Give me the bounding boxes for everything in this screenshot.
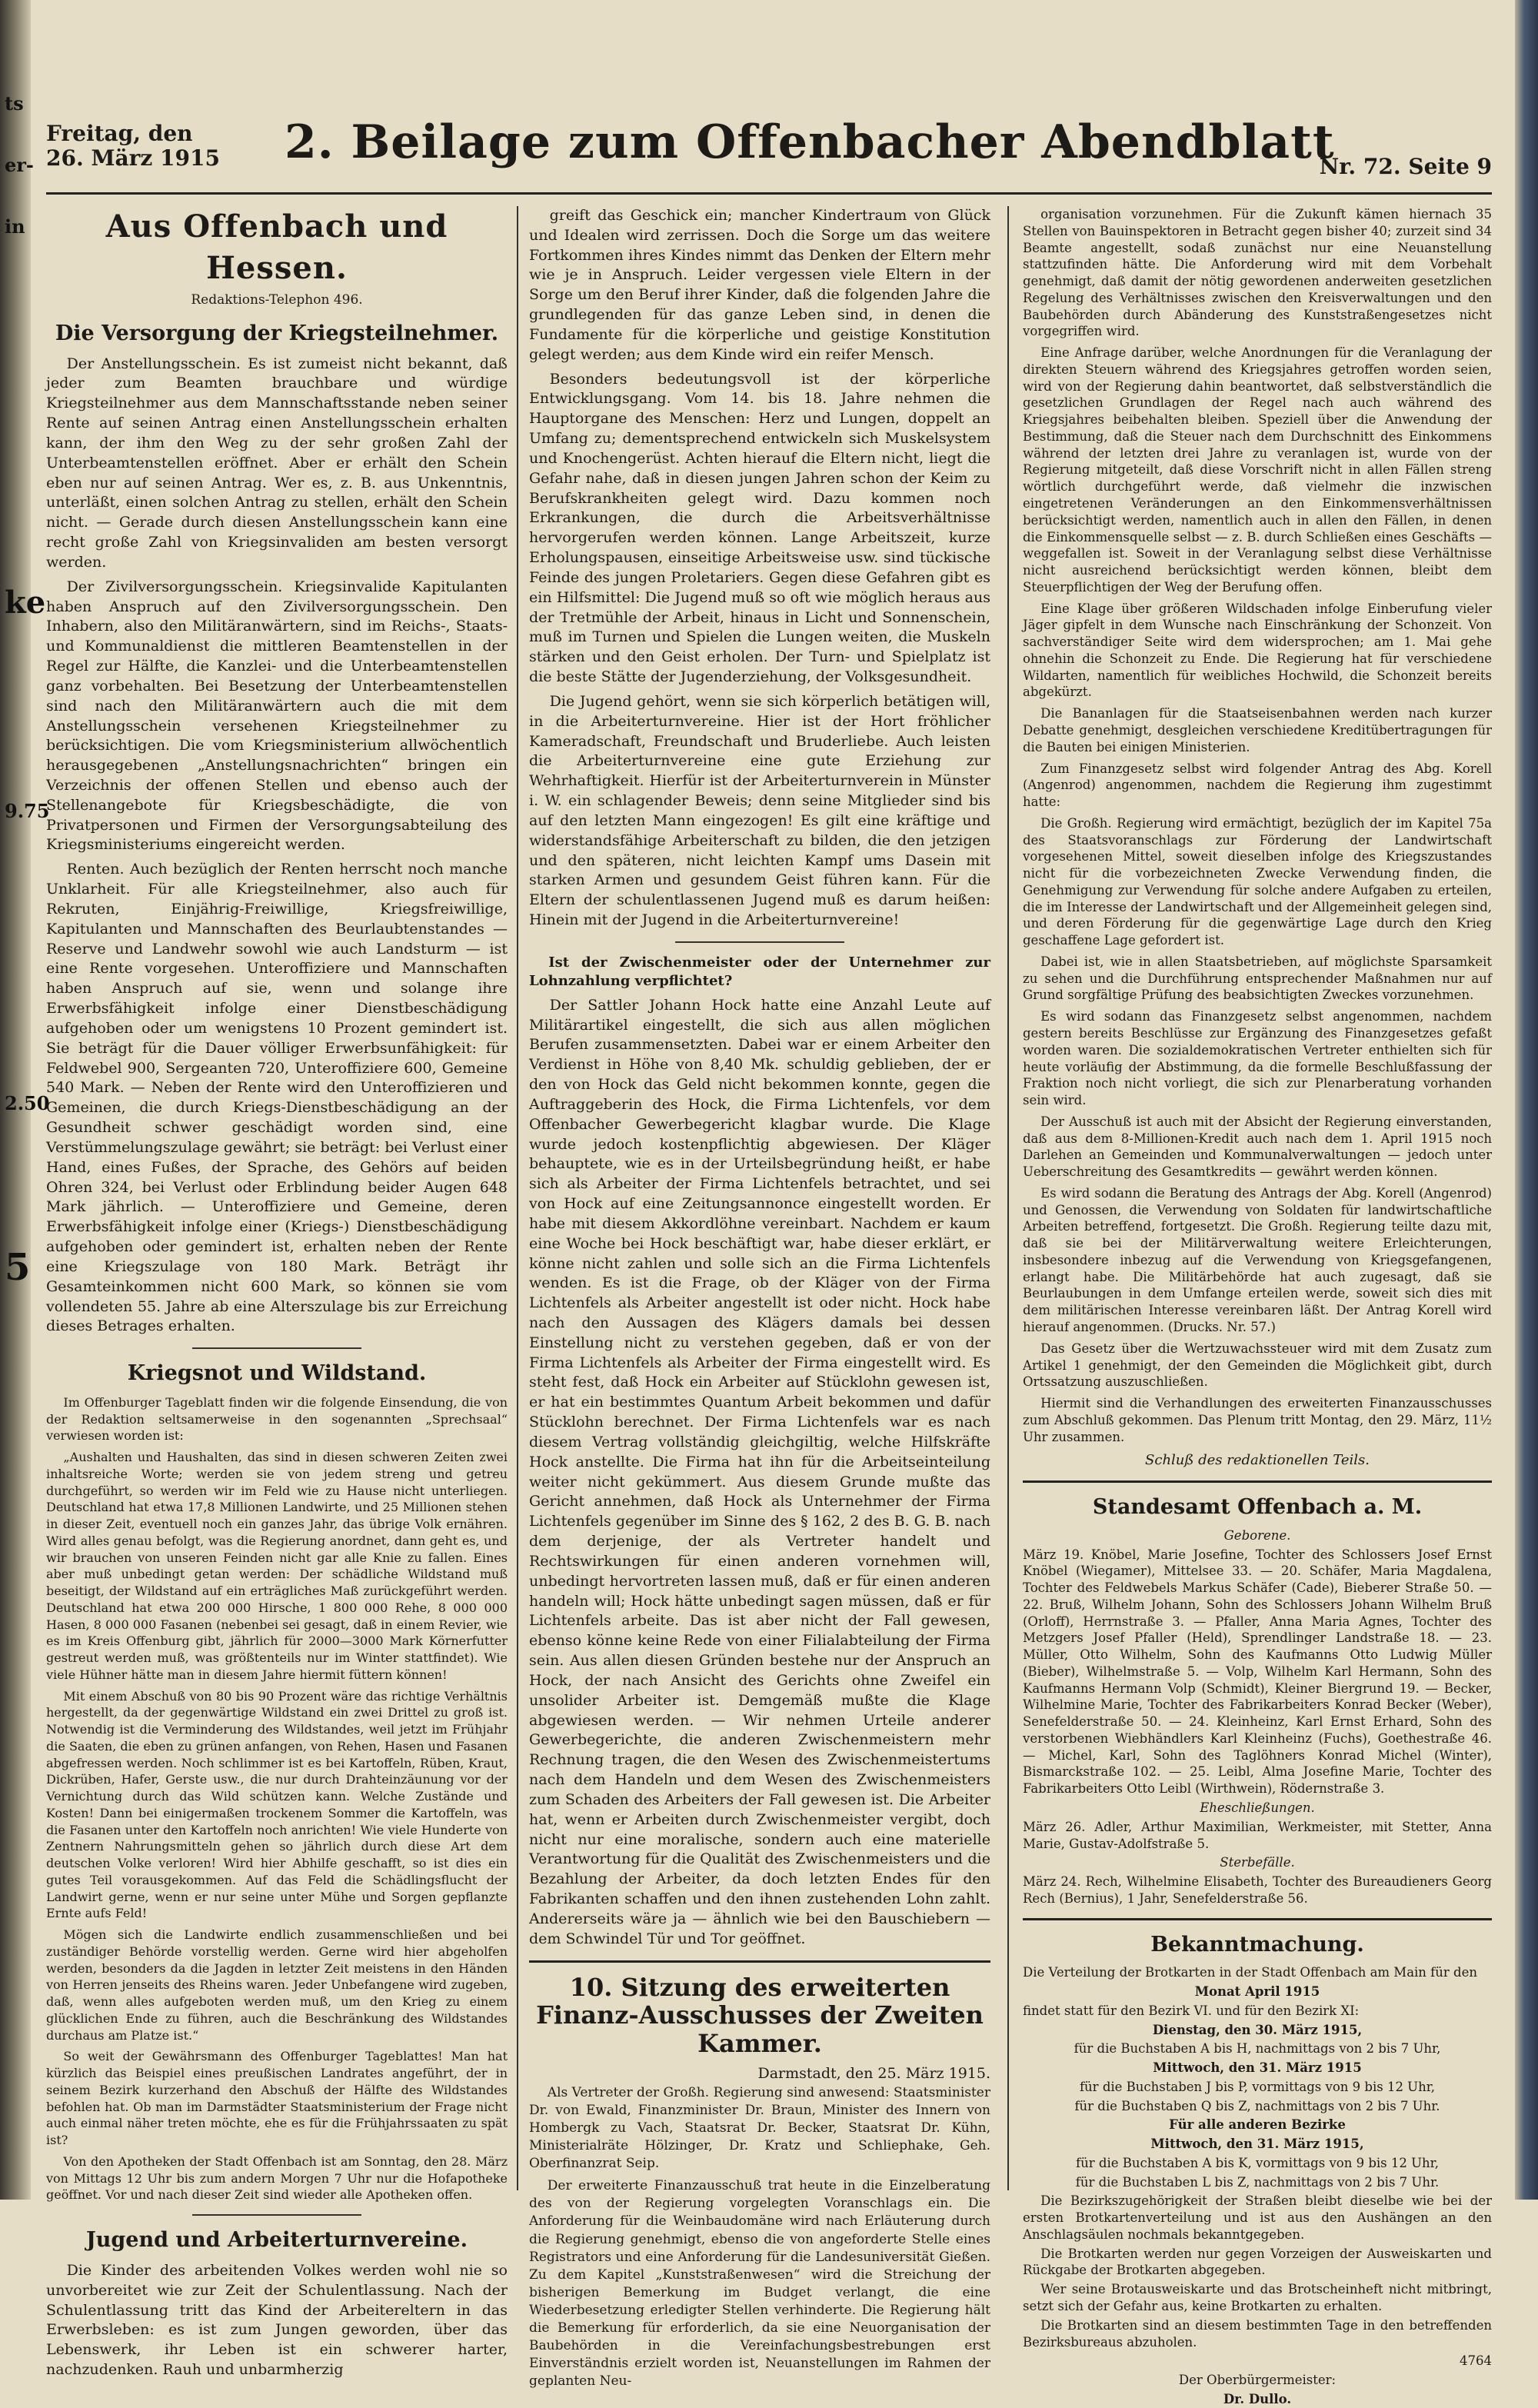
article-paragraph: Der Sattler Johann Hock hatte eine Anzahl Leute auf Militärartikel eingestellt, die sich aus allen möglichen Berufen zusammensetzten. Dabei war er einem Arbeiter den Verdienst in Höhe von 8,40 Mk. schuldig geblieben, der er den von Hock das Geld nicht bekommen konnte, gegen die Auftraggeberin des Hock, die Firma Lichtenfels, vor dem Offenbacher Gewerbegericht klagbar wurde. Die Klage wurde jedoch kostenpflichtig abgewiesen. Der Kläger behauptete, wie es in der Urteilsbegründung heißt, er habe sich als Arbeiter der Firma Lichtenfels betrachtet, und sei von Hock auf eine Zeitungsannonce eingestellt worden. Er habe mit diesem Akkordlöhne vereinbart. Nachdem er kaum eine Woche bei Hock beschäftigt war, habe dieser erklärt, er könne nicht zahlen und solle sich an die Firma Lichtenfels wenden. Es ist die Frage, ob der Kläger von der Firma Lichtenfels als Arbeiter angestellt ist oder nicht. Hock habe nach den Aussagen des Klägers damals bei dessen Einstellung nicht zu verstehen gegeben, daß er von der Firma Lichtenfels als Arbeiter der Firma eingestellt wird. Es steht fest, daß Hock ein Arbeiter auf Stücklohn gewesen ist, er hat ein bestimmtes Quantum Arbeit bekommen und dafür Stücklohn berechnet. Der Firma Lichtenfels war es nach diesem Vertrag vollständig gleichgiltig, welche Hilfskräfte Hock anstellte. Die Firma hat ihn für die Arbeitseinteilung weiter nicht gekümmert. Aus diesem Grunde mußte das Gericht annehmen, daß Hock als Unternehmer der Firma Lichtenfels gegenüber im Sinne des § 162, 2 des B. G. B. nach dem derjenige, der als Vertreter handelt und Rechtswirkungen für einen anderen vornehmen will, unbedingt hervortreten lassen muß, daß er für einen anderen handeln will; Hock hätte unbedingt sagen müssen, daß er für Lichtenfels arbeite. Das ist aber nicht der Fall gewesen, ebenso könne keine Rede von einer Filialabteilung der Firma sein. Aus allen diesen Gründen bestehe nur der Anspruch an Hock, der nach Ansicht des Gerichts ohne Zweifel ein unsolider Arbeiter ist. Demgemäß mußte die Klage abgewiesen werden. — Wir nehmen Urteile anderer Gewerbegerichte, die anderen Zwischenmeistern mehr Rechnung tragen, die den Wesen des Zwischenmeistertums nach dem Handeln und dem Wesen des Zwischenmeisters zum Schaden des Arbeiters der Fall gewesen ist. Die Arbeiter hat, wenn er Arbeiten durch Zwischenmeister vergibt, doch nicht nur eine moralische, sondern auch eine materielle Verantwortung für die Qualität des Zwischenmeisters und die Bezahlung der Arbeiter, da doch letzten Endes für den Fabrikanten schaffen und den ihnen zustehenden Lohn zahlt. Andererseits wäre ja — ähnlich wie bei den Bauschiebern — dem Schwindel Tür und Tor geöffnet. (529, 996, 990, 1947)
notice-item: für die Buchstaben J bis P, vormittags von 9 bis 12 Uhr, (1079, 2079, 1436, 2094)
notice-item: für die Buchstaben A bis K, vormittags von 9 bis 12 Uhr, (1076, 2155, 1439, 2170)
notice-month: Monat April 1915 (1194, 1983, 1320, 1999)
newspaper-page (46, 108, 1492, 2406)
masthead-title: 2. Beilage zum Offenbacher Abendblatt (285, 115, 1335, 169)
notice-paragraph: Die Brotkarten werden nur gegen Vorzeigen der Ausweiskarten und Rückgabe der Brotkarten abgegeben. (1023, 2246, 1492, 2278)
divider (192, 2214, 361, 2216)
edge-fragment: 5 (5, 1246, 31, 1289)
edge-fragment: er- (5, 154, 34, 176)
article-title: Ist der Zwischenmeister oder der Unternehmer zur Lohnzahlung verpflichtet? (529, 954, 990, 990)
article-title: 10. Sitzung des erweiterten Finanz-Ausschusses der Zweiten Kammer. (536, 1972, 984, 2059)
notice-intro: Die Verteilung der Brotkarten in der Stadt Offenbach am Main für den (1023, 1965, 1478, 1980)
notice-paragraph: Wer seine Brotausweiskarte und das Brotscheinheft nicht mitbringt, setzt sich der Gefahr aus, keine Brotkarten zu erhalten. (1023, 2282, 1492, 2313)
column-rule (1007, 206, 1009, 2190)
column-3 (1023, 206, 1492, 2406)
article-paragraph: organisation vorzunehmen. Für die Zukunft kämen hiernach 35 Stellen von Bauinspektoren in Betracht gegen bisher 40; zurzeit sind 34 Beamte angestellt, sodaß zunächst nur eine Neuanstellung stattzufinden hätte. Die Anforderung wird mit dem Vorbehalt genehmigt, daß damit der nötig gewordenen anderweiten gesetzlichen Regelung des Verhältnisses zwischen den Kreisverwaltungen und den Baubehörden durch Abänderung des Kunststraßengesetzes nicht vorgegriffen wird. (1023, 207, 1492, 339)
column-rule (517, 206, 518, 2190)
article-paragraph: Eine Anfrage darüber, welche Anordnungen für die Veranlagung der direkten Steuern während des Kriegsjahres getroffen worden seien, wird von der Regierung dahin beantwortet, daß selbstverständlich die gesetzlichen Grundlagen der Regel nach auch während des Kriegsjahres beibehalten bleiben. Speziell über die Anwendung der Bestimmung, daß die Steuer nach dem Durchschnitt des Einkommens während der letzten drei Jahre zu veranlagen ist, wurde von der Regierung mitgeteilt, daß diese Vorschrift nicht in allen Fällen streng wörtlich durchgeführt werde, daß vielmehr die inzwischen eingetretenen Veränderungen an den Einkommensverhältnissen berücksichtigt werden, namentlich auch in allen den Fällen, in denen die Einkommensquelle selbst — z. B. durch Schließen eines Geschäfts — weggefallen ist. Soweit in der Veranlagung selbst diese Verhältnisse nicht ausreichend berücksichtigt werden können, bleibt dem Steuerpflichtigen der Weg der Berufung offen. (1023, 345, 1492, 595)
notice-day: Mittwoch, den 31. März 1915 (1153, 2060, 1362, 2076)
edge-fragment: ke (5, 585, 46, 621)
civil-registry (1023, 1494, 1492, 1907)
signature-title: Der Oberbürgermeister: (1178, 2373, 1337, 2388)
end-of-editorial: Schluß des redaktionellen Teils. (1145, 1452, 1370, 1469)
date-line-2: 26. März 1915 (46, 145, 220, 172)
divider (1023, 1918, 1492, 1920)
article-paragraph: Zum Finanzgesetz selbst wird folgender Antrag des Abg. Korell (Angenrod) angenommen, nachdem die Regierung ihm zugestimmt hatte: (1023, 761, 1492, 810)
article-paragraph: Der Ausschuß ist auch mit der Absicht der Regierung einverstanden, daß aus dem 8-Millionen-Kredit auch nach dem 1. April 1915 noch Darlehen an Gemeinden und Kommunalverwaltungen — jedoch unter Ueberschreitung des Gesamtkredits — gewährt werden können. (1023, 1114, 1492, 1180)
deaths-list: März 24. Rech, Wilhelmine Elisabeth, Tochter des Bureaudieners Georg Rech (Bernius), 1 Jahr, Senefelderstraße 56. (1023, 1874, 1492, 1906)
issue-number: Nr. 72. Seite 9 (1319, 154, 1492, 179)
edge-fragment: 2.50 (5, 1092, 50, 1114)
article-paragraph: Im Offenburger Tageblatt finden wir die folgende Einsendung, die von der Redaktion seltsamerweise in den sogenannten „Sprechsaal“ verwiesen worden ist: (46, 1394, 508, 1444)
notice-day: Mittwoch, den 31. März 1915, (1150, 2137, 1364, 2152)
article-paragraph: Die Großh. Regierung wird ermächtigt, bezüglich der im Kapitel 75a des Staatsvoranschlags zur Förderung der Landwirtschaft vorgesehenen Mittel, soweit dieselben infolge des Kriegszustandes nicht für die vorbezeichneten Zwecke Verwendung finden, die Genehmigung zur Verwendung für solche andere Aufgaben zu erteilen, die im Interesse der Landwirtschaft und der Allgemeinheit gelegen sind, und deren Förderung für die gegenwärtige Lage durch den Krieg geschaffene Lage gefordert ist. (1023, 815, 1492, 948)
article-paragraph: Die Jugend gehört, wenn sie sich körperlich betätigen will, in die Arbeiterturnvereine. Hier ist der Hort fröhlicher Kameradschaft, Freundschaft und Bruderliebe. Auch leisten die Arbeiterturnvereine eine gute Erziehung zur Wehrhaftigkeit. Hierfür ist der Arbeiterturnverein in Münster i. W. ein schlagender Beweis; denn seine Mitglieder sind bis auf den letzten Mann eingezogen! Es gilt eine kräftige und widerstandsfähige Arbeiterschaft zu bilden, die den jetzigen und den späteren, nicht leichten Kampf ums Dasein mit starken Armen und gesundem Geist führen kann. Für die Eltern der schulentlassenen Jugend muß es darum heißen: Hinein mit der Jugend in die Arbeiterturnvereine! (529, 692, 990, 928)
registry-title: Standesamt Offenbach a. M. (1092, 1495, 1423, 1520)
notice-item: für die Buchstaben A bis H, nachmittags von 2 bis 7 Uhr, (1074, 2041, 1441, 2057)
article-paragraph: Von den Apotheken der Stadt Offenbach ist am Sonntag, den 28. März von Mittags 12 Uhr bis zum andern Morgen 7 Uhr nur die Hofapotheke geöffnet. Vor und nach dieser Zeit sind wieder alle Apotheken offen. (46, 2153, 508, 2203)
notice-day: Dienstag, den 30. März 1915, (1152, 2022, 1363, 2037)
marriages-list: März 26. Adler, Arthur Maximilian, Werkmeister, mit Stetter, Anna Marie, Gustav-Adolfstraße 5. (1023, 1819, 1492, 1851)
article-paragraph: Der Anstellungsschein. Es ist zumeist nicht bekannt, daß jeder zum Beamten brauchbare und würdige Kriegsteilnehmer aus dem Mannschaftsstande neben seiner Rente auf seinen Antrag einen Anstellungsschein erhalten kann, der ihm den Weg zu der sehr großen Zahl der Unterbeamtenstellen eröffnet. Aber er erhält den Schein eben nur auf seinen Antrag. Wer es, z. B. aus Unkenntnis, unterläßt, einen solchen Antrag zu stellen, erhält den Schein nicht. — Gerade durch diesen Anstellungsschein kann eine recht große Zahl von Kriegsinvaliden am besten versorgt werden. (46, 355, 508, 571)
article-title: Jugend und Arbeiterturnvereine. (86, 2228, 468, 2253)
article-paragraph: Besonders bedeutungsvoll ist der körperliche Entwicklungsgang. Vom 14. bis 18. Jahre nehmen die Hauptorgane des Menschen: Herz und Lungen, doppelt an Umfang zu; dementsprechend entwickeln sich Muskelsystem und Knochengerüst. Achten hierauf die Eltern nicht, liegt die Gefahr nahe, daß in diesen jungen Jahren schon der Keim zu Berufskrankheiten gelegt wird. Dazu kommen noch Erkrankungen, die durch die Arbeitsverhältnisse hervorgerufen werden können. Lange Arbeitszeit, kurze Erholungspausen, einseitige Arbeitsweise usw. sind tückische Feinde des jungen Proletariers. Gegen diese Gefahren gibt es ein Hilfsmittel: Die Jugend muß so oft wie möglich heraus aus der Tretmühle der Arbeit, hinaus in Licht und Sonnenschein, muß im Turnen und Spielen die Lungen weiten, die Muskeln stärken und den Geist erholen. Der Turn- und Spielplatz ist die beste Stätte der Jugenderziehung, der Volksgesundheit. (529, 370, 990, 686)
deaths-label: Sterbefälle. (1220, 1855, 1295, 1870)
signature-name: Dr. Dullo. (1223, 2391, 1292, 2406)
article-paragraph: Es wird sodann das Finanzgesetz selbst angenommen, nachdem gestern bereits Beschlüsse zur Ergänzung des Finanzgesetzes gefaßt worden waren. Die sozialdemokratischen Vertreter enthielten sich für heute vorläufig der Abstimmung, da die formelle Beschlußfassung der Fraktion noch nicht vorliegt, die sich zur Plenarberatung vorhanden sein wird. (1023, 1009, 1492, 1108)
article-paragraph: Der erweiterte Finanzausschuß trat heute in die Einzelberatung des von der Regierung vorgelegten Voranschlags ein. Die Anforderung für die Weinbaudomäne wird nach Erläuterung durch die Regierung genehmigt, ebenso die von angeforderte Stelle eines Registrators und eine Anforderung für die Landesuniversität Gießen. Zu dem Kapitel „Kunststraßenwesen“ wird die Streichung der bisherigen Bemerkung im Budget verlangt, die eine Wiederbesetzung erledigter Stellen verhinderte. Die Regierung hält die Bemerkung für erforderlich, da sie eine Neuorganisation der Baubehörden in die Vereinfachungsbestrebungen erst Einverständnis erzielt worden ist, Neuanstellungen im Rahmen der geplanten Neu- (529, 2178, 990, 2390)
edge-fragment: ts (5, 92, 24, 115)
notice-number: 4764 (1460, 2353, 1492, 2369)
edge-fragment: in (5, 215, 25, 238)
binding-edge-right (1515, 0, 1538, 2200)
notice-other-label: Für alle anderen Bezirke (1169, 2117, 1346, 2133)
article-title: Kriegsnot und Wildstand. (127, 1361, 427, 1386)
article-paragraph: Renten. Auch bezüglich der Renten herrscht noch manche Unklarheit. Für alle Kriegsteilnehmer, also auch für Rekruten, Einjährig-Freiwillige, Kriegsfreiwillige, Kapitulanten und Mannschaften des Beurlaubtenstandes — Reserve und Landwehr sowohl wie auch Landsturm — ist eine Rente vorgesehen. Unteroffiziere und Mannschaften haben Anspruch auf sie, wenn und solange ihre Erwerbsfähigkeit infolge einer Dienstbeschädigung aufgehoben oder um wenigstens 10 Prozent gemindert ist. Sie beträgt für die Dauer völliger Erwerbsunfähigkeit: für Feldwebel 900, Sergeanten 720, Unteroffiziere 600, Gemeine 540 Mark. — Neben der Rente wird den Unteroffizieren und Gemeinen, die durch Kriegs-Dienstbeschädigung an der Gesundheit schwer geschädigt worden sind, eine Verstümmelungszulage gewährt; sie beträgt: bei Verlust einer Hand, eines Fußes, der Sprache, des Gehörs auf beiden Ohren 324, bei Verlust oder Erblindung beider Augen 648 Mark jährlich. — Unteroffiziere und Gemeine, deren Erwerbsfähigkeit infolge einer (Kriegs-) Dienstbeschädigung aufgehoben oder gemindert ist, erhalten neben der Rente eine Kriegszulage von 180 Mark. Beträgt ihr Gesamteinkommen nicht 600 Mark, so können sie vom vollendeten 55. Jahre ab eine Alterszulage bis zur Erreichung dieses Betrages erhalten. (46, 861, 508, 1335)
article-title: Die Versorgung der Kriegsteilnehmer. (55, 321, 499, 345)
section-title: Aus Offenbach und Hessen. (105, 208, 448, 287)
bread-card-notice (1023, 1931, 1492, 2408)
editorial-phone: Redaktions-Telephon 496. (191, 291, 363, 308)
dateline: Darmstadt, den 25. März 1915. (757, 2064, 990, 2082)
births-list: März 19. Knöbel, Marie Josefine, Tochter des Schlossers Josef Ernst Knöbel (Wiegamer), Mittelsee 33. — 20. Schäfer, Maria Magdalena, Tochter des Feldwebels Markus Schäfer (Cade), Bieberer Straße 50. — 22. Bruß, Wilhelm Johann, Sohn des Schlossers Johann Wilhelm Bruß (Orloff), Herrnstraße 3. — Pfaller, Anna Maria Agnes, Tochter des Metzgers Josef Pfaller (Held), Sprendlinger Landstraße 18. — 23. Müller, Otto Wilhelm, Sohn des Kaufmanns Otto Ludwig Müller (Bieber), Wilhelmstraße 5. — Volp, Wilhelm Karl Hermann, Sohn des Kaufmanns Hermann Volp (Schmidt), Kleiner Biergrund 19. — Becker, Wilhelmine Marie, Tochter des Fabrikarbeiters Konrad Becker (Weber), Senefelderstraße 50. — 24. Kleinheinz, Karl Ernst Erhard, Sohn des verstorbenen Wiebhändlers Karl Kleinheinz (Fuchs), Goethestraße 46. — Michel, Karl, Sohn des Taglöhners Konrad Michel (Winter), Bismarckstraße 102. — 25. Leibl, Alma Josefine Marie, Tochter des Fabrikarbeiters Otto Leibl (Wirthwein), Rödernstraße 3. (1023, 1547, 1492, 1797)
divider (1023, 1480, 1492, 1483)
article-paragraph: Der Zivilversorgungsschein. Kriegsinvalide Kapitulanten haben Anspruch auf den Zivilversorgungsschein. Den Inhabern, also den Militäranwärtern, sind im Reichs-, Staats- und Kommunaldienst die mittleren Beamtenstellen in der Regel zur Hälfte, die Kanzlei- und die Unterbeamtenstellen ganz vorbehalten. Bei Besetzung der Unterbeamtenstellen sind nach den Militäranwärtern auch die mit dem Anstellungsschein versehenen Kriegsteilnehmer zu berücksichtigen. Die vom Kriegsministerium allwöchentlich herausgegebenen „Anstellungsnachrichten“ bringen ein Verzeichnis der offenen Stellen und ebenso auch der Stellenangebote für Kriegsbeschädigte, die von Privatpersonen und Firmen der Versorgungsabteilung des Kriegsministeriums eingereicht werden. (46, 578, 508, 854)
article-paragraph: So weit der Gewährsmann des Offenburger Tageblattes! Man hat kürzlich das Beispiel eines preußischen Landrates angeführt, der in seinem Bezirk kurzerhand den Abschuß der Hälfte des Wildstandes befohlen hat. Ob man im Darmstädter Staatsministerium der Frage nicht auch einmal näher treten möchte, ehe es für die Frühjahrssaaten zu spät ist? (46, 2049, 508, 2148)
marriages-label: Eheschließungen. (1200, 1800, 1315, 1815)
divider (675, 941, 844, 943)
article-paragraph: Die Bananlagen für die Staatseisenbahnen werden nach kurzer Debatte genehmigt, desgleichen verschiedene Kreditübertragungen für die Bauten bei einigen Ministerien. (1023, 706, 1492, 754)
article-paragraph: Hiermit sind die Verhandlungen des erweiterten Finanzausschusses zum Abschluß gekommen. Das Plenum tritt Montag, den 29. März, 11½ Uhr zusammen. (1023, 1396, 1492, 1444)
article-paragraph: Dabei ist, wie in allen Staatsbetrieben, auf möglichste Sparsamkeit zu sehen und die Durchführung entsprechender Maßnahmen nur auf Grund sorgfältige Prüfung des beabsichtigten Zweckes vorzunehmen. (1023, 954, 1492, 1003)
column-2 (529, 206, 990, 2390)
article-paragraph: „Aushalten und Haushalten, das sind in diesen schweren Zeiten zwei inhaltsreiche Worte; werden sie von jedem streng und getreu durchgeführt, so werden wir im Feld wie zu Hause nicht unterliegen. Deutschland hat etwa 17,8 Millionen Landwirte, und 25 Millionen stehen in dieser Zeit, eventuell noch ein ganzes Jahr, das übrige Volk ernähren. Wird alles genau befolgt, was die Regierung anordnet, dann geht es, und wir brauchen von unseren Feinden nicht gar alle Knie zu fallen. Eines aber muß unbedingt getan werden: Der schädliche Wildstand muß beseitigt, der Wildstand auf ein erträgliches Maß zurückgeführt werden. Deutschland hat etwa 200 000 Hirsche, 1 800 000 Rehe, 8 000 000 Hasen, 8 000 000 Fasanen (nebenbei sei gesagt, daß in einem Revier, wie es im Kreis Offenburg gibt, jährlich für 2000—3000 Mark Körnerfutter gestreut werden muß, was größtenteils nur im Winter stattfindet). Wie viele Hühner hätte man in diesem Jahre hiermit füttern können! (46, 1450, 508, 1682)
notice-item: für die Buchstaben L bis Z, nachmittags von 2 bis 7 Uhr. (1075, 2174, 1440, 2190)
date-line-1: Freitag, den (46, 121, 193, 146)
divider (192, 1347, 361, 1349)
article-paragraph: Eine Klage über größeren Wildschaden infolge Einberufung vieler Jäger gipfelt in dem Wunsche nach Einschränkung der Schonzeit. Von sachverständiger Seite wird dem widersprochen; am 1. Mai gehe ohnehin die Schonzeit zu Ende. Die Regierung hat für verschiedene Wildarten, namentlich für weibliches Hochwild, die Schonzeit bereits abgekürzt. (1023, 601, 1492, 700)
article-paragraph: Das Gesetz über die Wertzuwachssteuer wird mit dem Zusatz zum Artikel 1 genehmigt, der den Gemeinden die Möglichkeit gibt, durch Ortssatzung auszuschließen. (1023, 1341, 1492, 1390)
births-label: Geborene. (1223, 1527, 1291, 1543)
notice-title: Bekanntmachung. (1150, 1932, 1364, 1957)
article-paragraph: Mögen sich die Landwirte endlich zusammenschließen und bei zuständiger Behörde vorstellig werden. Gerne wird hier abgeholfen werden, besonders da die Jagden in letzter Zeit meistens in den Händen von Herren jenseits des Rheins waren. Jeder Unbefangene wird zugeben, daß, wenn alles aufgeboten werden muß, um den Krieg zu einem glücklichen Ende zu führen, auch die Beschränkung des Wildstandes durchaus am Platze ist.“ (46, 1927, 508, 2043)
notice-paragraph: Die Bezirkszugehörigkeit der Straßen bleibt dieselbe wie bei der ersten Brotkartenverteilung und ist aus den Aushängen an den Anschlagsäulen nochmals bekanntgegeben. (1023, 2193, 1492, 2242)
article-paragraph: Es wird sodann die Beratung des Antrags der Abg. Korell (Angenrod) und Genossen, die Verwendung von Soldaten für landwirtschaftliche Arbeiten betreffend, fortgesetzt. Die Großh. Regierung teilte dazu mit, daß sie bei der Militärverwaltung weitere Erleichterungen, insbesondere inbezug auf die Verwendung von Kriegsgefangenen, erlangt habe. Die Militärbehörde hat auch zugesagt, daß sie Beurlaubungen in dem Umfange erteilen werde, soweit sich dies mit dem militärischen Interesse vereinbaren läßt. Der Antrag Korell wird hierauf angenommen. (Drucks. Nr. 57.) (1023, 1185, 1492, 1334)
notice-paragraph: Die Brotkarten sind an diesem bestimmten Tage in den betreffenden Bezirksbureaus abzuholen. (1023, 2317, 1492, 2350)
article-paragraph: Als Vertreter der Großh. Regierung sind anwesend: Staatsminister Dr. von Ewald, Finanzminister Dr. Braun, Minister des Innern von Hombergk zu Vach, Staatsrat Dr. Becker, Staatsrat Dr. Kühn, Ministerialräte Hölzinger, Dr. Kratz und Schliephake, Geh. Oberfinanzrat Seip. (529, 2084, 990, 2172)
article-paragraph: Mit einem Abschuß von 80 bis 90 Prozent wäre das richtige Verhältnis hergestellt, da der gegenwärtige Wildstand ein zwei Drittel zu groß ist. Notwendig ist die Verminderung des Wildstandes, weil jetzt im Frühjahr die Saaten, die eben zu grünen anfangen, von Rehen, Hasen und Fasanen abgefressen werden. Noch schlimmer ist es bei Kartoffeln, Rüben, Kraut, Dickrüben, Hafer, Gerste usw., die nur durch Drahteinzäunung vor der Vernichtung durch das Wild schützen kann. Welche Zustände und Kosten! Dann bei einigermaßen trockenem Sommer die Kartoffeln, was die Fasanen unter den Kartoffeln noch anrichten! Wie viele Hunderte von Zentnern Nahrungsmitteln gehen so jährlich durch diese Art dem deutschen Volke verloren! Wird hier Abhilfe geschafft, so ist dies ein gutes Teil vorausgekommen. Auf das Feld die Schädlingsflucht der Landwirt gerne, wenn er nur seine unter Mühe und Sorgen gepflanzte Ernte aufs Feld! (46, 1688, 508, 1921)
binding-edge-left (0, 0, 50, 2200)
notice-line: findet statt für den Bezirk VI. und für den Bezirk XI: (1023, 2003, 1360, 2018)
article-paragraph: Die Kinder des arbeitenden Volkes werden wohl nie so unvorbereitet wie zur Zeit der Schulentlassung. Nach der Schulentlassung tritt das Kind der Arbeitereltern in das Erwerbsleben: es ist zum Jungen geworden, über das Lebenswerk, ihr Leben ist ein schwerer harter, nachzudenken. Rauh und unbarmherzig (46, 2261, 508, 2379)
notice-item: für die Buchstaben Q bis Z, nachmittags von 2 bis 7 Uhr. (1074, 2098, 1440, 2113)
masthead (46, 108, 1492, 195)
column-1 (46, 206, 508, 2379)
article-paragraph: greift das Geschick ein; mancher Kindertraum von Glück und Idealen wird zerrissen. Doch die Sorge um das weitere Fortkommen ihres Kindes nimmt das Denken der Eltern mehr wie je in Anspruch. Leider vergessen viele Eltern in der Sorge um den Beruf ihrer Kinder, daß die folgenden Jahre die grundlegenden für das ganze Leben sind, in denen die Fundamente für die körperliche und geistige Konstitution gelegt werden; aus dem Kinde wird ein reifer Mensch. (529, 207, 990, 363)
masthead-date (46, 122, 220, 171)
divider (529, 1960, 990, 1963)
edge-fragment: 9.75 (5, 800, 50, 822)
